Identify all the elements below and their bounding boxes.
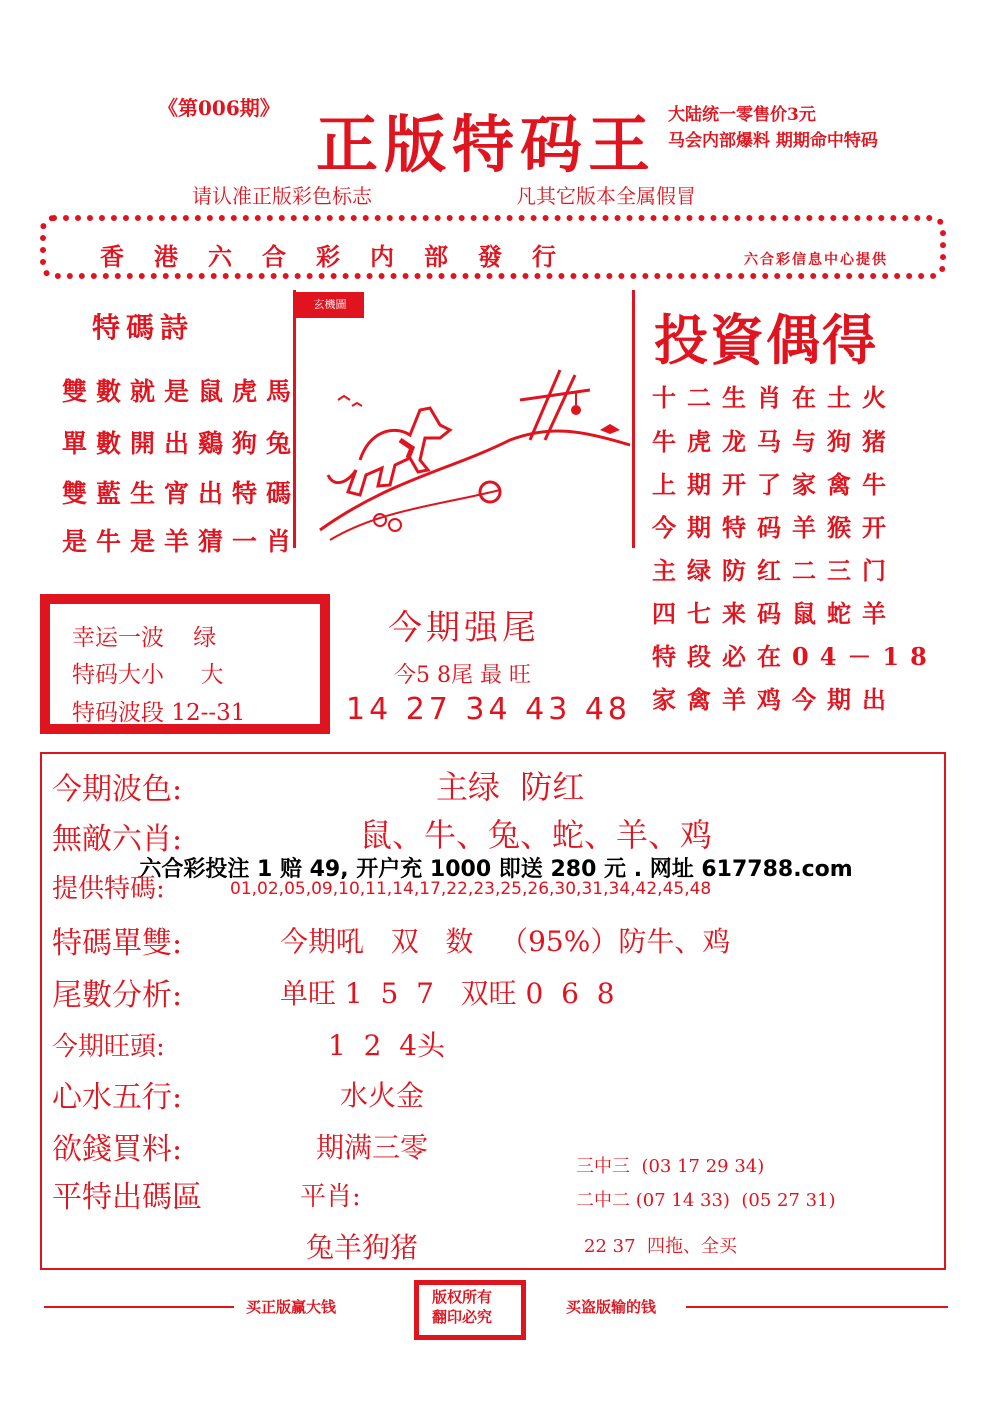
page-title: 正版特码王 — [316, 108, 657, 181]
poem-title: 特碼詩 — [92, 311, 195, 344]
lucky-range: 特码波段 12--31 — [72, 700, 246, 726]
copyright-line2: 翻印必究 — [432, 1308, 493, 1326]
invest-line: 主绿防红二三门 — [652, 556, 897, 585]
invest-title: 投資偶得 — [654, 308, 878, 372]
codes-label: 提供特碼: — [52, 874, 165, 904]
poem-line: 是牛是羊猜一肖 — [62, 527, 301, 556]
head-value: 1 2 4头 — [328, 1029, 446, 1062]
ping-sub-label: 平肖: — [300, 1182, 361, 1212]
six-zodiac-value: 鼠、牛、兔、蛇、羊、鸡 — [360, 816, 713, 854]
wave-label: 今期波色: — [52, 772, 183, 807]
tail-label: 尾數分析: — [52, 978, 183, 1013]
price-text: 大陆统一零售价3元 — [668, 105, 816, 125]
invest-line: 家禽羊鸡今期出 — [652, 685, 897, 714]
lucky-size: 特码大小 大 — [72, 662, 224, 688]
footer-left-slogan: 买正版赢大钱 — [246, 1298, 337, 1316]
ping-value: 兔羊狗猪 — [306, 1231, 419, 1264]
er-zhong-er: 二中二 (07 14 33) (05 27 31) — [576, 1190, 836, 1211]
invest-line: 特段必在04－18 — [652, 642, 938, 671]
odd-even-value: 今期吼 双 数 （95%）防牛、鸡 — [280, 925, 731, 958]
recognize-text: 请认准正版彩色标志 — [192, 184, 372, 208]
san-zhong-san: 三中三 (03 17 29 34) — [576, 1156, 765, 1177]
six-zodiac-label: 無敵六肖: — [52, 822, 183, 857]
invest-line: 上期开了家禽牛 — [652, 470, 897, 499]
invest-line: 牛虎龙马与狗猪 — [652, 427, 897, 456]
strong-tail-numbers: 14 27 34 43 48 — [346, 692, 632, 727]
odd-even-label: 特碼單雙: — [52, 926, 183, 961]
issue-number: 《第006期》 — [158, 96, 280, 120]
fake-warning: 凡其它版本全属假冒 — [516, 184, 696, 208]
money-label: 欲錢買料: — [52, 1132, 183, 1167]
five-elements-label: 心水五行: — [52, 1080, 183, 1115]
riddle-seal: 玄機圖 — [296, 292, 364, 318]
ad-overlay-text: 六合彩投注 1 赔 49, 开户充 1000 即送 280 元 . 网址 617788.com — [139, 857, 853, 882]
banner-text: 香港六合彩内部發行 — [100, 242, 586, 271]
invest-line: 今期特码羊猴开 — [652, 513, 897, 542]
head-label: 今期旺頭: — [52, 1032, 165, 1062]
money-value: 期满三零 — [316, 1131, 429, 1164]
four-drag: 22 37 四拖、全买 — [584, 1236, 737, 1257]
ping-label: 平特出碼區 — [52, 1180, 202, 1215]
poem-line: 雙數就是鼠虎馬 — [62, 377, 301, 406]
invest-line: 十二生肖在土火 — [652, 383, 897, 412]
five-elements-value: 水火金 — [340, 1079, 425, 1112]
footer-rule-right — [686, 1306, 948, 1308]
strong-tail-title: 今期强尾 — [388, 608, 540, 648]
copyright-line1: 版权所有 — [432, 1288, 493, 1306]
invest-line: 四七来码鼠蛇羊 — [652, 599, 897, 628]
codes-value: 01,02,05,09,10,11,14,17,22,23,25,26,30,31,34,42,45,48 — [230, 879, 712, 899]
footer-right-slogan: 买盗版输的钱 — [566, 1298, 657, 1316]
strong-tail-sub: 今5 8尾 最 旺 — [394, 663, 531, 688]
wave-value: 主绿 防红 — [436, 768, 585, 806]
poem-line: 單數開出鷄狗兔 — [62, 429, 301, 458]
poem-line: 雙藍生宵出特碼 — [62, 479, 301, 508]
lucky-wave: 幸运一波 绿 — [72, 625, 217, 651]
insider-text: 马会内部爆料 期期命中特码 — [668, 131, 878, 151]
footer-rule-left — [44, 1306, 234, 1308]
riddle-illustration — [300, 330, 634, 548]
tail-value: 单旺 1 5 7 双旺 0 6 8 — [280, 977, 615, 1010]
banner-subtext: 六合彩信息中心提供 — [744, 252, 888, 268]
